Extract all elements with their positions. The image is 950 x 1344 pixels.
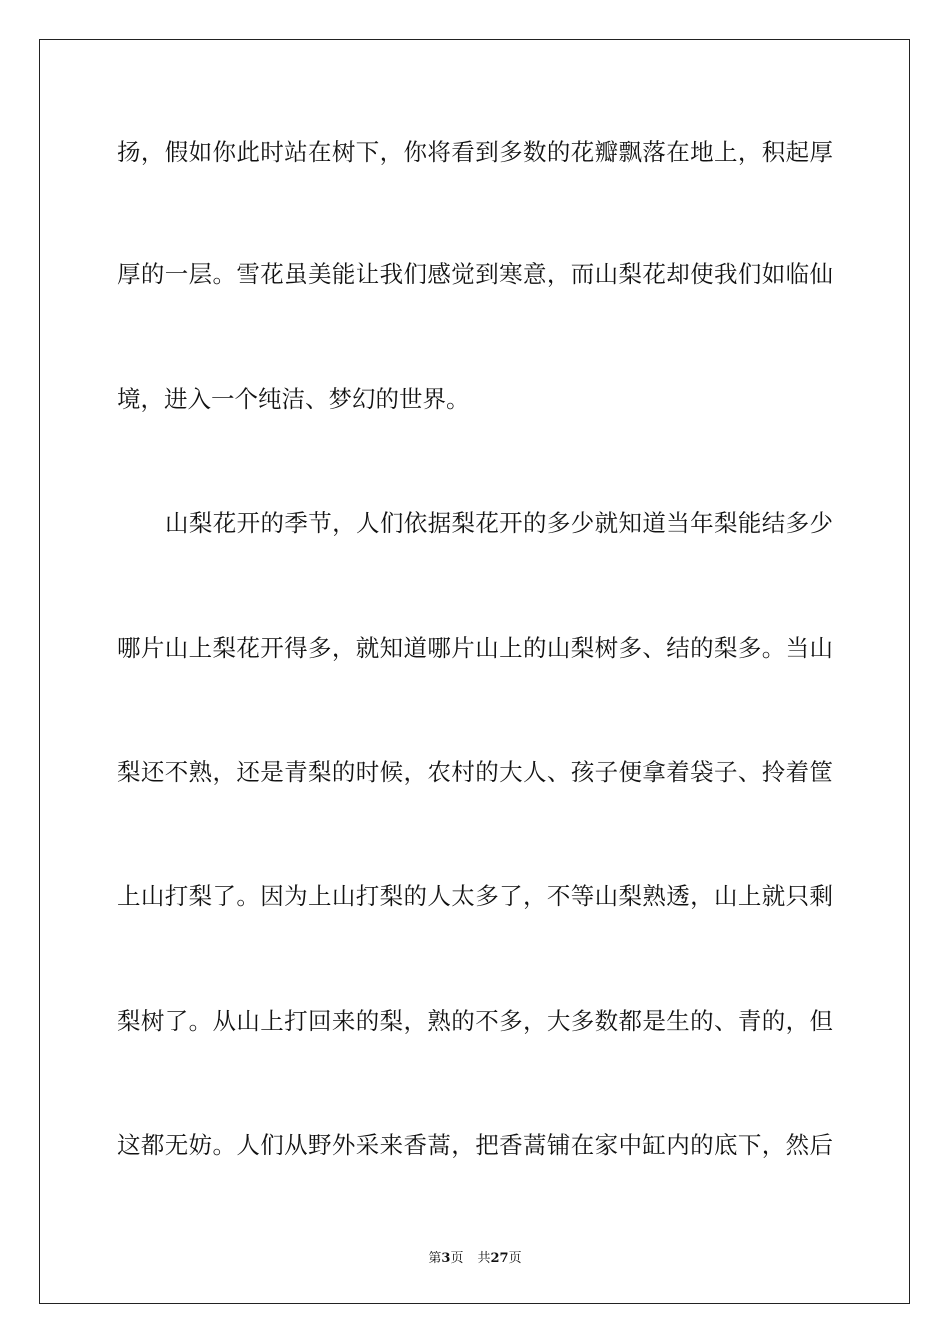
page-suffix: 页 — [450, 1251, 464, 1266]
text-line-6: 梨还不熟，还是青梨的时候，农村的大人、孩子便拿着袋子、拎着筐 — [117, 758, 833, 786]
text-line-4: 山梨花开的季节，人们依据梨花开的多少就知道当年梨能结多少 — [165, 509, 833, 537]
total-prefix: 共 — [477, 1251, 491, 1266]
text-line-9: 这都无妨。人们从野外采来香蒿，把香蒿铺在家中缸内的底下，然后 — [117, 1131, 833, 1159]
page-footer — [0, 1247, 950, 1266]
page-number: 3 — [441, 1251, 451, 1266]
text-line-8: 梨树了。从山上打回来的梨，熟的不多，大多数都是生的、青的，但 — [117, 1007, 833, 1035]
text-line-5: 哪片山上梨花开得多，就知道哪片山上的山梨树多、结的梨多。当山 — [117, 634, 833, 662]
text-line-3: 境，进入一个纯洁、梦幻的世界。 — [117, 385, 470, 413]
page-prefix: 第 — [428, 1251, 442, 1266]
text-line-2: 厚的一层。雪花虽美能让我们感觉到寒意，而山梨花却使我们如临仙 — [117, 260, 833, 288]
total-suffix: 页 — [508, 1251, 522, 1266]
text-line-1: 扬，假如你此时站在树下，你将看到多数的花瓣飘落在地上，积起厚 — [117, 138, 833, 166]
total-pages: 27 — [490, 1251, 509, 1266]
page-border — [39, 39, 910, 1304]
text-line-7: 上山打梨了。因为上山打梨的人太多了，不等山梨熟透，山上就只剩 — [117, 882, 833, 910]
